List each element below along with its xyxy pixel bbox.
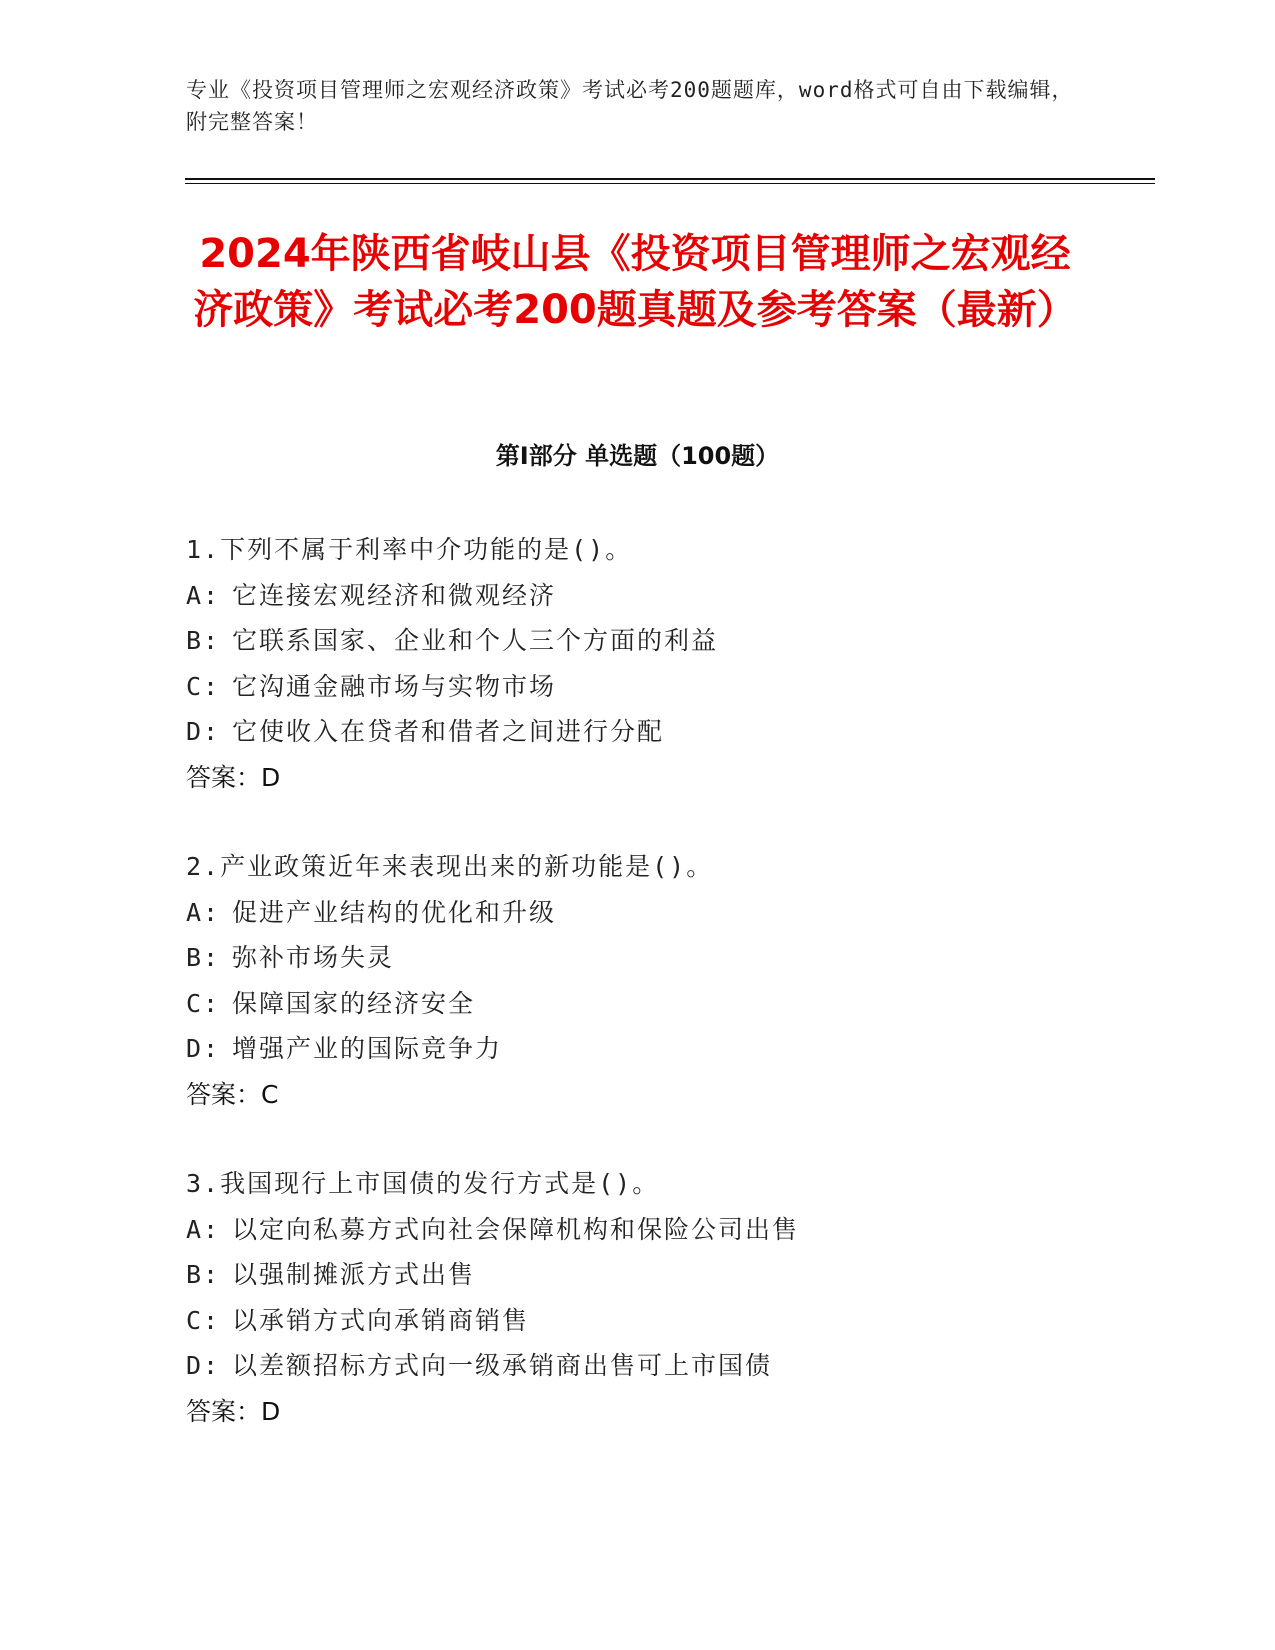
option-text: 它连接宏观经济和微观经济	[232, 580, 557, 610]
option-d	[186, 1026, 1186, 1072]
option-text: 它联系国家、企业和个人三个方面的利益	[232, 626, 719, 655]
option-text: 以强制摊派方式出售	[232, 1260, 476, 1289]
option-text: 以定向私募方式向社会保障机构和保险公司出售	[232, 1214, 800, 1244]
option-b	[186, 618, 1186, 664]
option-key: B:	[186, 626, 221, 655]
option-key: D:	[186, 1034, 221, 1063]
header-note: 专业《投资项目管理师之宏观经济政策》考试必考200题题库，word格式可自由下载编辑，附完整答案！	[186, 78, 1074, 134]
option-text: 它沟通金融市场与实物市场	[232, 671, 557, 701]
section-heading: 第I部分 单选题（100题）	[495, 442, 780, 470]
answer: 答案：D	[186, 762, 281, 792]
question-3	[186, 1161, 1186, 1434]
option-text: 促进产业结构的优化和升级	[232, 897, 557, 927]
answer: 答案：D	[186, 1396, 281, 1426]
option-key: A:	[186, 897, 221, 927]
question-stem: 3.我国现行上市国债的发行方式是()。	[186, 1169, 660, 1198]
answer: 答案：C	[186, 1079, 279, 1109]
option-key: B:	[186, 943, 221, 972]
document-title: 2024年陕西省岐山县《投资项目管理师之宏观经济政策》考试必考200题真题及参考答案（最新）	[193, 231, 1077, 333]
option-key: A:	[186, 580, 221, 610]
option-key: D:	[186, 717, 221, 746]
option-b	[186, 935, 1186, 981]
question-stem: 1.下列不属于利率中介功能的是()。	[186, 535, 633, 564]
option-text: 保障国家的经济安全	[232, 988, 476, 1018]
question-stem: 2.产业政策近年来表现出来的新功能是()。	[186, 852, 714, 881]
question-2	[186, 844, 1186, 1117]
option-c	[186, 664, 1186, 710]
option-c	[186, 981, 1186, 1027]
option-key: C:	[186, 1305, 221, 1335]
option-a	[186, 1207, 1186, 1253]
question-1	[186, 527, 1186, 800]
header-divider-thin	[185, 183, 1155, 184]
option-d	[186, 709, 1186, 755]
option-key: C:	[186, 988, 221, 1018]
option-text: 增强产业的国际竞争力	[232, 1034, 503, 1063]
header-divider-thick	[185, 178, 1155, 180]
option-a	[186, 573, 1186, 619]
option-text: 以差额招标方式向一级承销商出售可上市国债	[232, 1351, 773, 1380]
option-key: A:	[186, 1214, 221, 1244]
option-a	[186, 890, 1186, 936]
option-b	[186, 1252, 1186, 1298]
question-list	[186, 527, 1186, 1478]
option-key: C:	[186, 671, 221, 701]
option-key: D:	[186, 1351, 221, 1380]
option-text: 弥补市场失灵	[232, 943, 395, 972]
option-text: 它使收入在贷者和借者之间进行分配	[232, 717, 665, 746]
option-c	[186, 1298, 1186, 1344]
option-d	[186, 1343, 1186, 1389]
option-key: B:	[186, 1260, 221, 1289]
option-text: 以承销方式向承销商销售	[232, 1305, 530, 1335]
